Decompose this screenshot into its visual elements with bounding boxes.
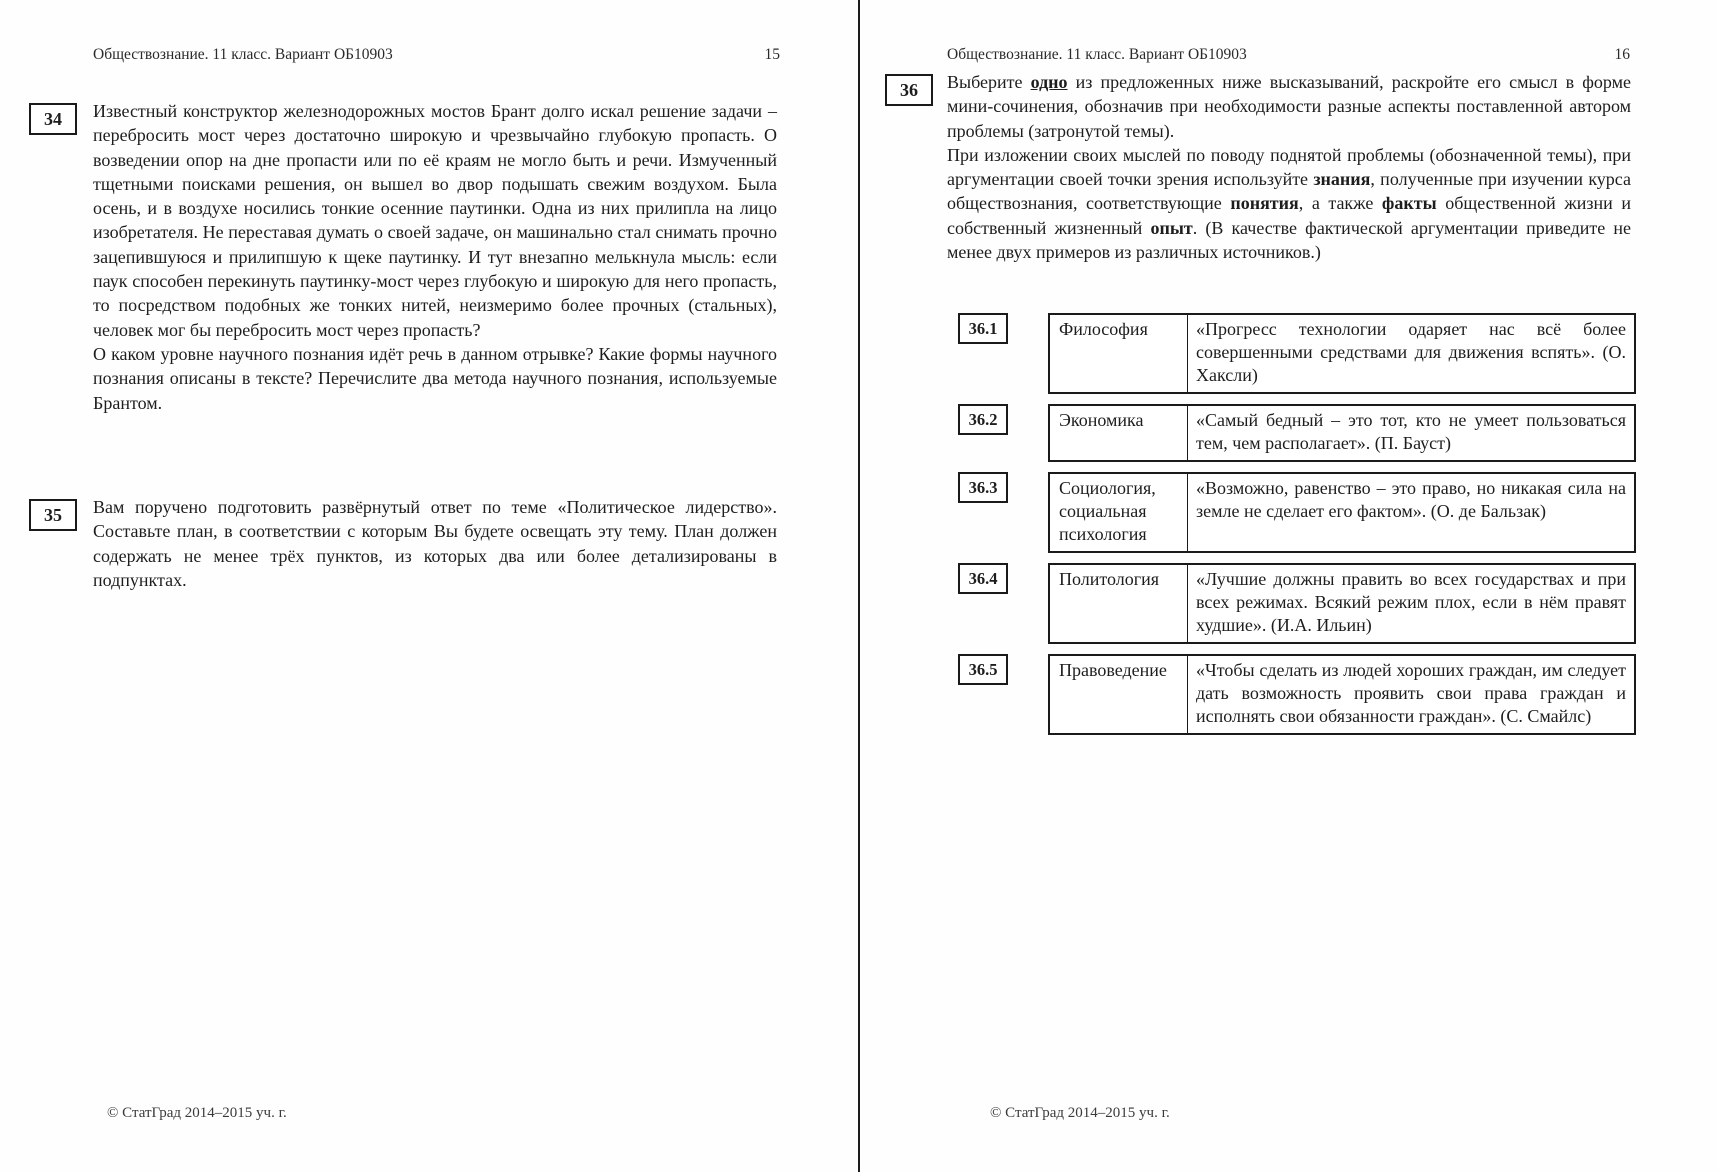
question-36-intro xyxy=(947,70,1631,143)
page-number-left: 15 xyxy=(764,46,780,63)
page-right xyxy=(860,0,1718,1172)
question-36-instruction xyxy=(947,143,1631,264)
instr-bold-понятия: понятия xyxy=(1230,193,1299,214)
question-36-text xyxy=(947,70,1631,264)
topic-subject-cell: Экономика xyxy=(1050,406,1188,460)
topic-number-box: 36.2 xyxy=(958,404,1008,435)
question-number-box-36: 36 xyxy=(885,74,933,106)
table-row xyxy=(958,313,1648,394)
instr-bold-факты: факты xyxy=(1381,193,1437,214)
topic-subject-cell: Политология xyxy=(1050,565,1188,642)
topic-cells xyxy=(1048,313,1636,394)
copyright-footer-right: © СтатГрад 2014–2015 уч. г. xyxy=(990,1105,1170,1121)
topic-subject-cell: Социология, социальная психология xyxy=(1050,474,1188,551)
topic-number-box: 36.4 xyxy=(958,563,1008,594)
essay-topics-table xyxy=(958,313,1648,745)
topic-number-box: 36.3 xyxy=(958,472,1008,503)
question-number-box-35: 35 xyxy=(29,499,77,531)
page-number-right: 16 xyxy=(1614,46,1630,63)
question-34-task: О каком уровне научного познания идёт речь в данном отрывке? Какие формы научного познания описаны в тексте? Перечислите два метода научного познания, используемые Брантом. xyxy=(93,343,777,413)
instr-bold-знания: знания xyxy=(1313,169,1371,190)
topic-subject-cell: Философия xyxy=(1050,315,1188,392)
running-header-left: Обществознание. 11 класс. Вариант ОБ10903 xyxy=(93,46,393,63)
topic-subject-cell: Правоведение xyxy=(1050,656,1188,733)
instr-seg1: При изложении своих мыслей по поводу поднятой проблемы (обозначенной темы), при аргументации своей точки зрения используйте xyxy=(947,144,1631,190)
question-number-box-34: 34 xyxy=(29,103,77,135)
topic-cells xyxy=(1048,654,1636,735)
topic-quote-cell: «Лучшие должны править во всех государствах и при всех режимах. Всякий режим плох, если в нём правят худшие». (И.А. Ильин) xyxy=(1196,569,1626,635)
instr-seg3: , а также xyxy=(1298,193,1382,214)
running-header-right: Обществознание. 11 класс. Вариант ОБ10903 xyxy=(947,46,1247,63)
topic-quote-cell: «Прогресс технологии одаряет нас всё более совершенными средствами для движения вспять». (О. Хаксли) xyxy=(1196,319,1626,385)
intro-post: из предложенных ниже высказываний, раскройте его смысл в форме мини-сочинения, обозначив при необходимости разные аспекты поставленной автором проблемы (затронутой темы). xyxy=(947,72,1631,141)
topic-number-box: 36.1 xyxy=(958,313,1008,344)
instr-bold-опыт: опыт xyxy=(1150,217,1193,238)
table-row xyxy=(958,563,1648,644)
topic-cells xyxy=(1048,563,1636,644)
topic-quote-cell: «Самый бедный – это тот, кто не умеет пользоваться тем, чем располагает». (П. Бауст) xyxy=(1196,410,1626,453)
topic-quote-cell: «Возможно, равенство – это право, но никакая сила на земле не сделает его фактом». (О. де Бальзак) xyxy=(1196,478,1626,521)
question-35-text: Вам поручено подготовить развёрнутый ответ по теме «Политическое лидерство». Составьте план, в соответствии с которым Вы будете освещать эту тему. План должен содержать не менее трёх пунктов, из которых два или более детализированы в подпунктах. xyxy=(93,497,777,590)
intro-emphasis: одно xyxy=(1030,72,1068,92)
instr-seg2: , полученные при изучении курса обществознания, соответствующие xyxy=(947,169,1632,214)
instr-seg5: . (В качестве фактической аргументации приведите не менее двух примеров из различных источников.) xyxy=(947,217,1632,263)
instr-seg4: общественной жизни и собственный жизненный xyxy=(947,193,1631,238)
question-34-passage: Известный конструктор железнодорожных мостов Брант долго искал решение задачи – перебросить мост через достаточно широкую и чрезвычайно глубокую пропасть. О возведении опор на дне пропасти или по её краям не могло быть и речи. Измученный тщетными поисками решения, он вышел во двор подышать свежим воздухом. Была осень, и в воздухе носились тонкие осенние паутинки. Одна из них прилипла на лицо изобретателя. Не переставая думать о своей задаче, он машинально стал снимать прочно зацепившуюся и прилипшую к щеке паутинку. И тут внезапно мелькнула мысль: если паук способен перекинуть паутинку-мост через глубокую и широкую для него пропасть, то посредством подобных же тонких нитей, неизмеримо более прочных (стальных), человек мог бы перебросить мост через пропасть? xyxy=(93,101,777,340)
intro-pre: Выберите xyxy=(947,72,1031,92)
table-row xyxy=(958,404,1648,462)
question-34-text xyxy=(93,99,777,415)
table-row xyxy=(958,472,1648,553)
table-row xyxy=(958,654,1648,735)
page-left xyxy=(0,0,858,1172)
topic-number-box: 36.5 xyxy=(958,654,1008,685)
topic-cells xyxy=(1048,404,1636,462)
topic-cells xyxy=(1048,472,1636,553)
topic-quote-cell: «Чтобы сделать из людей хороших граждан, им следует дать возможность проявить свои права граждан и исполнять свои обязанности граждан». (С. Смайлс) xyxy=(1196,660,1626,726)
copyright-footer-left: © СтатГрад 2014–2015 уч. г. xyxy=(107,1105,287,1121)
